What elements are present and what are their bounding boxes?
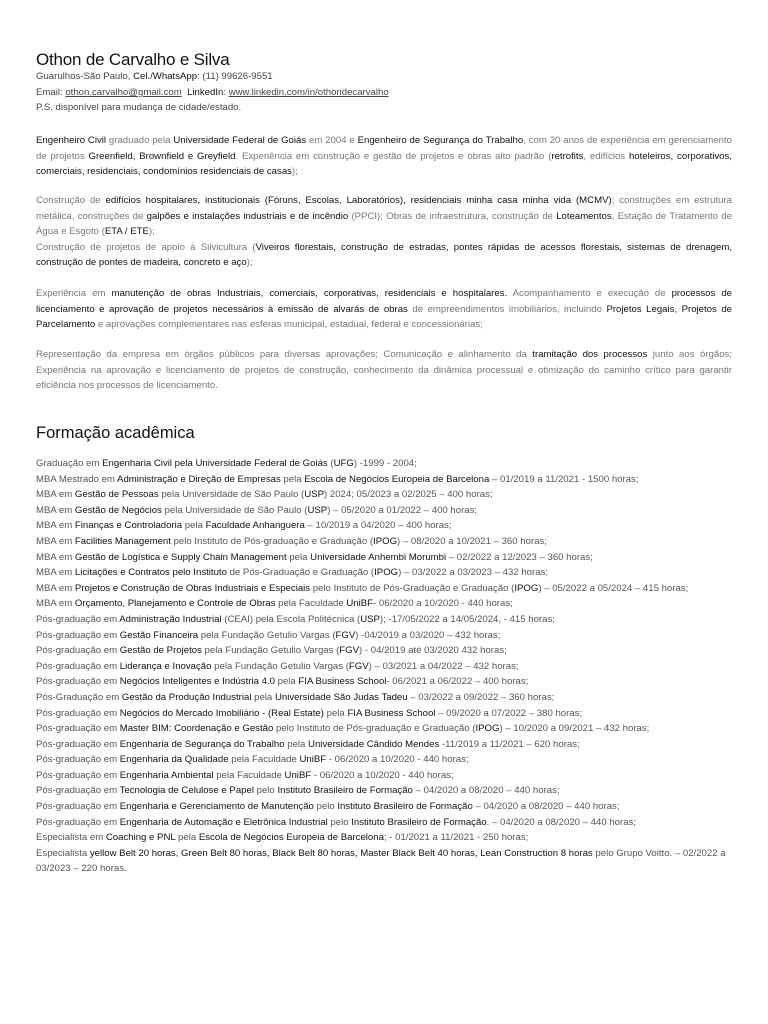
text-run: ; construções em estrutura metálica, construções de xyxy=(36,195,732,222)
education-item xyxy=(36,783,736,799)
text-run: - 06/2020 a 10/2020 - 440 horas; xyxy=(326,754,469,766)
highlight-text: Liderança e Inovação xyxy=(119,660,212,672)
text-run: Pós-graduação em xyxy=(36,676,120,688)
highlight-text: USP xyxy=(304,489,324,501)
highlight-text: Gestão de Negócios xyxy=(74,504,162,516)
text-run: pela xyxy=(251,691,275,703)
text-run: Graduação em xyxy=(36,458,103,469)
highlight-text: Gestão Financeira xyxy=(119,629,199,641)
email-link[interactable]: othon.carvalho@gmail.com xyxy=(65,87,182,98)
highlight-text: Coaching e PNL xyxy=(105,832,176,844)
education-item xyxy=(36,846,736,877)
email-label: Email: xyxy=(36,87,66,98)
text-run: Construção de projetos de apoio à Silvicultura ( xyxy=(36,241,256,253)
text-run: ) -1999 - 2004; xyxy=(353,458,417,469)
text-run: pela Faculdade xyxy=(213,769,285,781)
education-item xyxy=(36,752,736,768)
text-run: Pós-graduação em xyxy=(36,785,120,797)
text-run: – 10/2019 a 04/2020 – 400 horas; xyxy=(304,520,452,532)
text-run: – 04/2020 a 08/2020 – 440 horas; xyxy=(412,785,560,797)
linkedin-link[interactable]: www.linkedin.com/in/othondecarvalho xyxy=(228,87,389,98)
highlight-text: IPOG xyxy=(374,567,399,579)
text-run: de Pós-Graduação e Graduação ( xyxy=(226,567,375,579)
highlight-text: IPOG xyxy=(373,535,398,547)
text-run: pelo xyxy=(313,801,338,813)
highlight-text: Administração e Direção de Empresas xyxy=(117,473,281,485)
text-run: Pós-graduação em xyxy=(36,629,120,641)
highlight-text: Universidade Federal de Goiás xyxy=(173,135,307,146)
text-run: MBA em xyxy=(36,582,75,594)
highlight-text: FIA Business School xyxy=(347,707,436,719)
highlight-text: Engenharia de Automação e Eletrônica Industrial xyxy=(119,816,328,828)
text-run: MBA em xyxy=(36,598,75,610)
education-item xyxy=(36,487,736,503)
education-item xyxy=(36,534,736,550)
highlight-text: tramitação dos processos xyxy=(532,349,648,360)
text-run: ) - 04/2019 até 03/2020 432 horas; xyxy=(359,645,507,657)
highlight-text: UniBF xyxy=(346,598,374,610)
text-run: pela xyxy=(182,520,206,532)
highlight-text: IPOG xyxy=(514,582,539,594)
highlight-text: retrofits xyxy=(551,150,584,162)
text-run: Construção de xyxy=(36,195,106,206)
highlight-text: Instituto Brasileiro de Formação xyxy=(277,785,413,797)
text-run: ) – 03/2021 a 04/2022 – 432 horas; xyxy=(368,660,519,672)
summary-paragraph-2 xyxy=(36,193,732,271)
text-run: pelo xyxy=(327,816,352,828)
text-run: - 06/2021 a 06/2022 – 400 horas; xyxy=(386,676,529,688)
highlight-text: Engenharia Ambiental xyxy=(119,769,214,781)
highlight-text: Facilities Management xyxy=(74,535,171,547)
text-run: pela Faculdade xyxy=(275,598,347,610)
text-run: MBA em xyxy=(36,567,75,579)
text-run: ; - 01/2021 a 11/2021 - 250 horas; xyxy=(383,832,529,844)
summary-paragraph-3 xyxy=(36,286,732,333)
text-run: – 02/2022 a 12/2023 – 360 horas; xyxy=(446,551,593,563)
text-run: MBA em xyxy=(36,535,75,547)
text-run: ( xyxy=(327,458,334,469)
highlight-text: manutenção de obras Industriais, comerciais, corporativas, residenciais e hospitalares. xyxy=(111,288,508,299)
highlight-text: edifícios hospitalares, institucionais (Fóruns, Escolas, Laboratórios), residenciais minha casa minha vida (MCMV) xyxy=(105,195,612,206)
highlight-text: Escola de Negócios Europeia de Barcelona xyxy=(198,832,384,844)
text-run: Pós-graduação em xyxy=(36,723,120,735)
text-run: (PPCI); Obras de infraestrutura, construção de xyxy=(348,210,557,222)
text-run: Pós-graduação em xyxy=(36,754,120,766)
education-section-title: Formação acadêmica xyxy=(36,424,195,442)
education-item xyxy=(36,674,736,690)
text-run: Pós-graduação em xyxy=(36,613,120,625)
text-run: pela Universidade de São Paulo ( xyxy=(161,504,308,516)
text-run: em 2004 e xyxy=(306,135,358,146)
highlight-text: Master BIM: Coordenação e Gestão xyxy=(119,723,274,735)
text-run: Pós-graduação em xyxy=(36,660,120,672)
text-run: ) – 03/2022 a 03/2023 – 432 horas; xyxy=(398,567,549,579)
highlight-text: Negócios Inteligentes e Indústria 4.0 xyxy=(119,676,275,688)
text-run: Pós-graduação em xyxy=(36,816,120,828)
highlight-text: Engenharia Civil pela Universidade Federal de Goiás xyxy=(102,458,328,469)
highlight-text: Viveiros florestais, construção de estradas, pontes rápidas de acessos florestais, sistemas de drenagem, construção de pontes de madeira, concreto e aço xyxy=(36,241,732,268)
text-run: pela xyxy=(286,551,311,563)
highlight-text: Greenfield, Brownfield e Greyfield xyxy=(88,150,236,162)
education-item xyxy=(36,721,736,737)
text-run: pela Universidade de São Paulo ( xyxy=(158,489,305,501)
education-item xyxy=(36,706,736,722)
text-run: MBA em xyxy=(36,504,75,516)
education-item xyxy=(36,659,736,675)
text-run: Especialista xyxy=(36,847,90,859)
highlight-text: FGV xyxy=(339,645,360,657)
text-run: Experiência em xyxy=(36,288,112,299)
highlight-text: UniBF xyxy=(299,754,327,766)
phone-number: : (11) 99626-9551 xyxy=(197,71,273,82)
text-run: Pós-graduação em xyxy=(36,801,120,813)
text-run: – 04/2020 a 08/2020 – 440 horas; xyxy=(472,801,620,813)
highlight-text: Administração Industrial xyxy=(119,613,222,625)
education-item xyxy=(36,503,736,519)
highlight-text: Universidade Anhembi Morumbi xyxy=(310,551,447,563)
education-item xyxy=(36,815,736,831)
text-run: - 06/2020 a 10/2020 - 440 horas; xyxy=(373,598,513,610)
text-run: Pós-graduação em xyxy=(36,738,120,750)
text-run: pela Fundação Getulio Vargas ( xyxy=(211,660,349,672)
text-run: . Experiência em construção e gestão de projetos e obras alto padrão ( xyxy=(235,150,552,162)
highlight-text: ETA / ETE xyxy=(104,226,149,237)
text-run: Pós-graduação em xyxy=(36,707,120,719)
highlight-text: UniBF xyxy=(284,769,312,781)
highlight-text: Finanças e Controladoria xyxy=(74,520,183,532)
education-item xyxy=(36,581,736,597)
text-run: . – 04/2020 a 08/2020 – 440 horas; xyxy=(486,816,637,828)
education-item xyxy=(36,456,736,472)
text-run: e aprovações complementares nas esferas municipal, estadual, federal e concessionárias; xyxy=(95,319,483,330)
highlight-text: Escola de Negócios Europeia de Barcelona xyxy=(304,473,490,485)
text-run: pelo Instituto de Pós-Graduação e Graduação ( xyxy=(310,582,515,594)
text-run: MBA em xyxy=(36,520,75,532)
text-run: ) – 10/2020 a 09/2021 – 432 horas; xyxy=(499,723,650,735)
text-run: – 01/2019 a 11/2021 - 1500 horas; xyxy=(489,473,639,485)
text-run: Representação da empresa em órgãos públicos para diversas aprovações; Comunicação e alinhamento da xyxy=(36,349,533,360)
text-run: Pós-graduação em xyxy=(36,645,120,657)
text-run: pela xyxy=(284,738,309,750)
relocation-note: P.S. disponível para mudança de cidade/estado. xyxy=(36,102,242,113)
education-item xyxy=(36,628,736,644)
linkedin-label: LinkedIn xyxy=(187,87,224,98)
highlight-text: processos de licenciamento e aprovação de projetos necessários à emissão de alvarás de obras xyxy=(36,288,732,315)
text-run: Pós-graduação em xyxy=(36,769,120,781)
highlight-text: Engenheiro Civil xyxy=(36,135,107,146)
text-run: ) – 05/2020 a 01/2022 – 400 horas; xyxy=(327,504,478,516)
contact-email-linkedin: Email: othon.carvalho@gmail.com LinkedIn: www.linkedin.com/in/othondecarvalho xyxy=(36,87,389,98)
text-run: junto aos órgãos; Experiência na aprovação e licenciamento de projetos de construção, conhecimento da dinâmica processual e otimização do caminho crítico para garantir eficiência nos processos de licenciamento. xyxy=(36,349,732,391)
text-run: , Estação de Tratamento de Água e Esgoto ( xyxy=(36,210,732,237)
text-run: pelo Grupo Voitto. – 02/2022 a 03/2023 – 220 horas. xyxy=(36,847,726,875)
highlight-text: Faculdade Anhanguera xyxy=(205,520,305,532)
education-item xyxy=(36,565,736,581)
education-item xyxy=(36,518,736,534)
text-run: – 09/2020 a 07/2022 – 380 horas; xyxy=(435,707,583,719)
text-run: -11/2019 a 11/2021 – 620 horas; xyxy=(439,738,580,750)
text-run: - 06/2020 a 10/2020 - 440 horas; xyxy=(311,769,454,781)
highlight-text: IPOG xyxy=(475,723,500,735)
text-run: Especialista em xyxy=(36,832,106,844)
highlight-text: Engenharia de Segurança do Trabalho xyxy=(119,738,285,750)
education-item xyxy=(36,550,736,566)
text-run: MBA em xyxy=(36,489,75,501)
text-run: ); -17/05/2022 a 14/05/2024, - 415 horas; xyxy=(379,613,555,625)
highlight-text: Instituto Brasileiro de Formação xyxy=(337,801,473,813)
highlight-text: Gestão de Projetos xyxy=(119,645,202,657)
text-run: ); xyxy=(246,257,253,268)
education-item xyxy=(36,768,736,784)
highlight-text: Gestão de Pessoas xyxy=(74,489,159,501)
text-run: pela xyxy=(323,707,348,719)
text-run: pela Fundação Getulio Vargas ( xyxy=(198,629,336,641)
text-run: pelo xyxy=(253,785,278,797)
text-run: pela Faculdade xyxy=(228,754,300,766)
education-item xyxy=(36,472,736,488)
text-run: graduado pela xyxy=(106,135,174,146)
highlight-text: Universidade São Judas Tadeu xyxy=(274,691,408,703)
education-item xyxy=(36,830,736,846)
text-run: pela Fundação Getulio Vargas ( xyxy=(201,645,340,657)
summary-paragraph-4 xyxy=(36,347,732,394)
highlight-text: Projetos e Construção de Obras Industriais e Especiais xyxy=(74,582,311,594)
summary-paragraph-1 xyxy=(36,133,732,180)
text-run: pela xyxy=(280,473,305,485)
education-item xyxy=(36,612,736,628)
highlight-text: Gestão da Produção Industrial xyxy=(121,691,252,703)
text-run: de empreendimentos imobiliários, incluindo xyxy=(407,303,607,315)
education-item xyxy=(36,690,736,706)
text-run: – 03/2022 a 09/2022 – 360 horas; xyxy=(407,691,555,703)
text-run: ) – 08/2020 a 10/2021 – 360 horas; xyxy=(397,535,547,547)
highlight-text: USP xyxy=(307,504,328,516)
text-run: , edifícios xyxy=(583,150,629,162)
highlight-text: UFG xyxy=(333,458,354,469)
highlight-text: Tecnologia de Celulose e Papel xyxy=(119,785,254,797)
contact-location-phone xyxy=(36,70,273,84)
text-run: ); xyxy=(148,226,155,237)
education-list xyxy=(36,456,736,877)
text-run: , com 20 anos de experiência em gerenciamento de projetos xyxy=(36,135,733,162)
location: Guarulhos-São Paulo, xyxy=(36,71,131,82)
highlight-text: hoteleiros, corporativos, comerciais, residenciais, condomínios residenciais de casas xyxy=(36,150,732,177)
text-run: Acompanhamento e execução de xyxy=(507,288,672,299)
candidate-name: Othon de Carvalho e Silva xyxy=(36,50,230,69)
text-run: Pós-Graduação em xyxy=(36,691,122,703)
highlight-text: FGV xyxy=(348,660,369,672)
highlight-text: Loteamentos xyxy=(556,210,612,222)
highlight-text: Negócios do Mercado Imobiliário - (Real Estate) xyxy=(119,707,324,719)
highlight-text: Engenheiro de Segurança do Trabalho xyxy=(357,135,524,146)
text-run: pelo Instituto de Pós-graduação e Graduação ( xyxy=(273,723,476,735)
highlight-text: Engenharia da Qualidade xyxy=(119,754,229,766)
highlight-text: Gestão de Logística e Supply Chain Management xyxy=(74,551,287,563)
highlight-text: Licitações e Contratos pelo Instituto xyxy=(74,567,227,579)
text-run: ) -04/2019 a 03/2020 – 432 horas; xyxy=(355,629,501,641)
highlight-text: FIA Business School xyxy=(298,676,387,688)
text-run: pela xyxy=(274,676,299,688)
text-run: ) – 05/2022 a 05/2024 – 415 horas; xyxy=(538,582,689,594)
text-run: ); xyxy=(291,166,298,177)
highlight-text: FGV xyxy=(335,629,356,641)
text-run: pela xyxy=(175,832,199,844)
highlight-text: galpões e instalações industriais e de incêndio xyxy=(146,210,349,222)
text-run: MBA Mestrado em xyxy=(36,473,118,485)
highlight-text: USP xyxy=(360,613,380,625)
education-item xyxy=(36,799,736,815)
text-run: MBA em xyxy=(36,551,75,563)
highlight-text: yellow Belt 20 horas, Green Belt 80 horas, Black Belt 80 horas, Master Black Belt 40 horas, Lean Construction 8 horas xyxy=(89,847,593,859)
highlight-text: Universidade Cândido Mendes xyxy=(308,738,440,750)
education-item xyxy=(36,643,736,659)
highlight-text: Projetos Legais, Projetos de Parcelamento xyxy=(36,303,733,330)
highlight-text: Engenharia e Gerenciamento de Manutenção xyxy=(119,801,314,813)
text-run: (CEAI) pela Escola Politécnica ( xyxy=(221,613,361,625)
highlight-text: Instituto Brasileiro de Formação xyxy=(351,816,487,828)
text-run: ) 2024; 05/2023 a 02/2025 – 400 horas; xyxy=(324,489,493,501)
phone-label: Cel./WhatsApp xyxy=(133,71,198,82)
highlight-text: Orçamento, Planejamento e Controle de Obras xyxy=(74,598,276,610)
education-item xyxy=(36,596,736,612)
education-item xyxy=(36,737,736,753)
text-run: pelo Instituto de Pós-graduação e Graduação ( xyxy=(170,535,374,547)
